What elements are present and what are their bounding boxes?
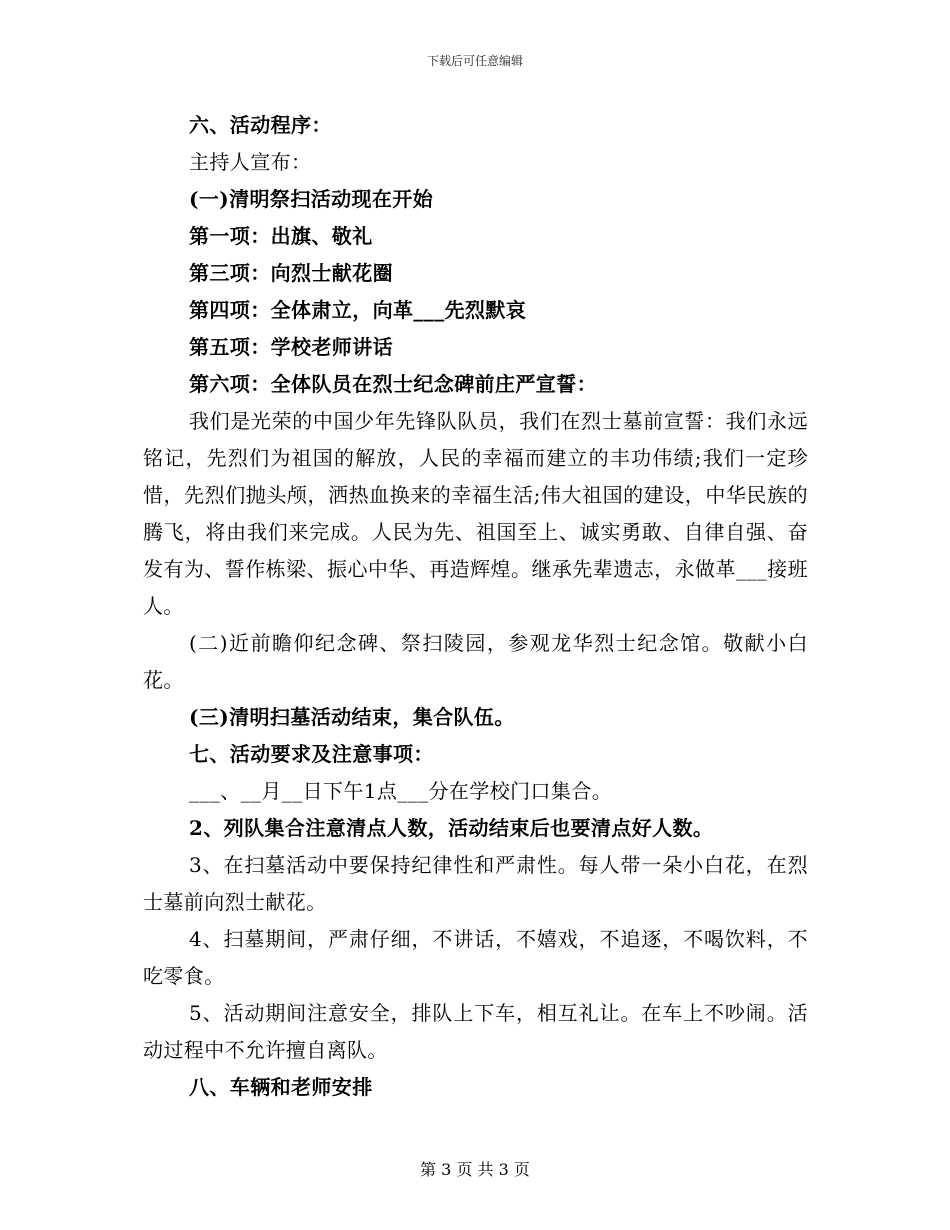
program-part-1: (一)清明祭扫活动现在开始: [189, 187, 434, 211]
section-heading-6: 六、活动程序：: [189, 113, 332, 137]
section-heading-7: 七、活动要求及注意事项：: [189, 742, 434, 766]
requirement-1: ___、__月__日下午1点___分在学校门口集合。: [189, 779, 613, 803]
program-part-2: (二)近前瞻仰纪念碑、祭扫陵园，参观龙华烈士纪念馆。敬献小白花。: [143, 631, 808, 692]
program-item-1: 第一项：出旗、敬礼: [189, 224, 373, 248]
requirement-4: 4、扫墓期间，严肃仔细，不讲话，不嬉戏，不追逐，不喝饮料，不吃零食。: [143, 927, 808, 988]
program-item-6: 第六项：全体队员在烈士纪念碑前庄严宣誓：: [189, 372, 597, 396]
requirement-2: 2、列队集合注意清点人数，活动结束后也要清点好人数。: [189, 816, 714, 840]
program-item-3: 第三项：向烈士献花圈: [189, 261, 393, 285]
page-footer: 第 3 页 共 3 页: [420, 1160, 530, 1179]
host-announcement: 主持人宣布：: [189, 150, 312, 174]
program-part-3: (三)清明扫墓活动结束，集合队伍。: [189, 705, 515, 729]
page-header: 下载后可任意编辑: [426, 54, 523, 68]
program-item-5: 第五项：学校老师讲话: [189, 335, 393, 359]
requirement-3: 3、在扫墓活动中要保持纪律性和严肃性。每人带一朵小白花，在烈士墓前向烈士献花。: [143, 853, 808, 914]
oath-paragraph: 我们是光荣的中国少年先锋队队员，我们在烈士墓前宣誓：我们永远铭记，先烈们为祖国的解放，人民的幸福而建立的丰功伟绩;我们一定珍惜，先烈们抛头颅，洒热血换来的幸福生活;伟大祖国的建设，中华民族的腾飞，将由我们来完成。人民为先、祖国至上、诚实勇敢、自律自强、奋发有为、誓作栋梁、振心中华、再造辉煌。继承先辈遗志，永做革___接班人。: [143, 409, 808, 618]
document-body: [143, 107, 808, 1106]
requirement-5: 5、活动期间注意安全，排队上下车，相互礼让。在车上不吵闹。活动过程中不允许擅自离队。: [143, 1001, 808, 1062]
program-item-4: 第四项：全体肃立，向革___先烈默哀: [189, 298, 527, 322]
section-heading-8: 八、车辆和老师安排: [189, 1075, 373, 1099]
